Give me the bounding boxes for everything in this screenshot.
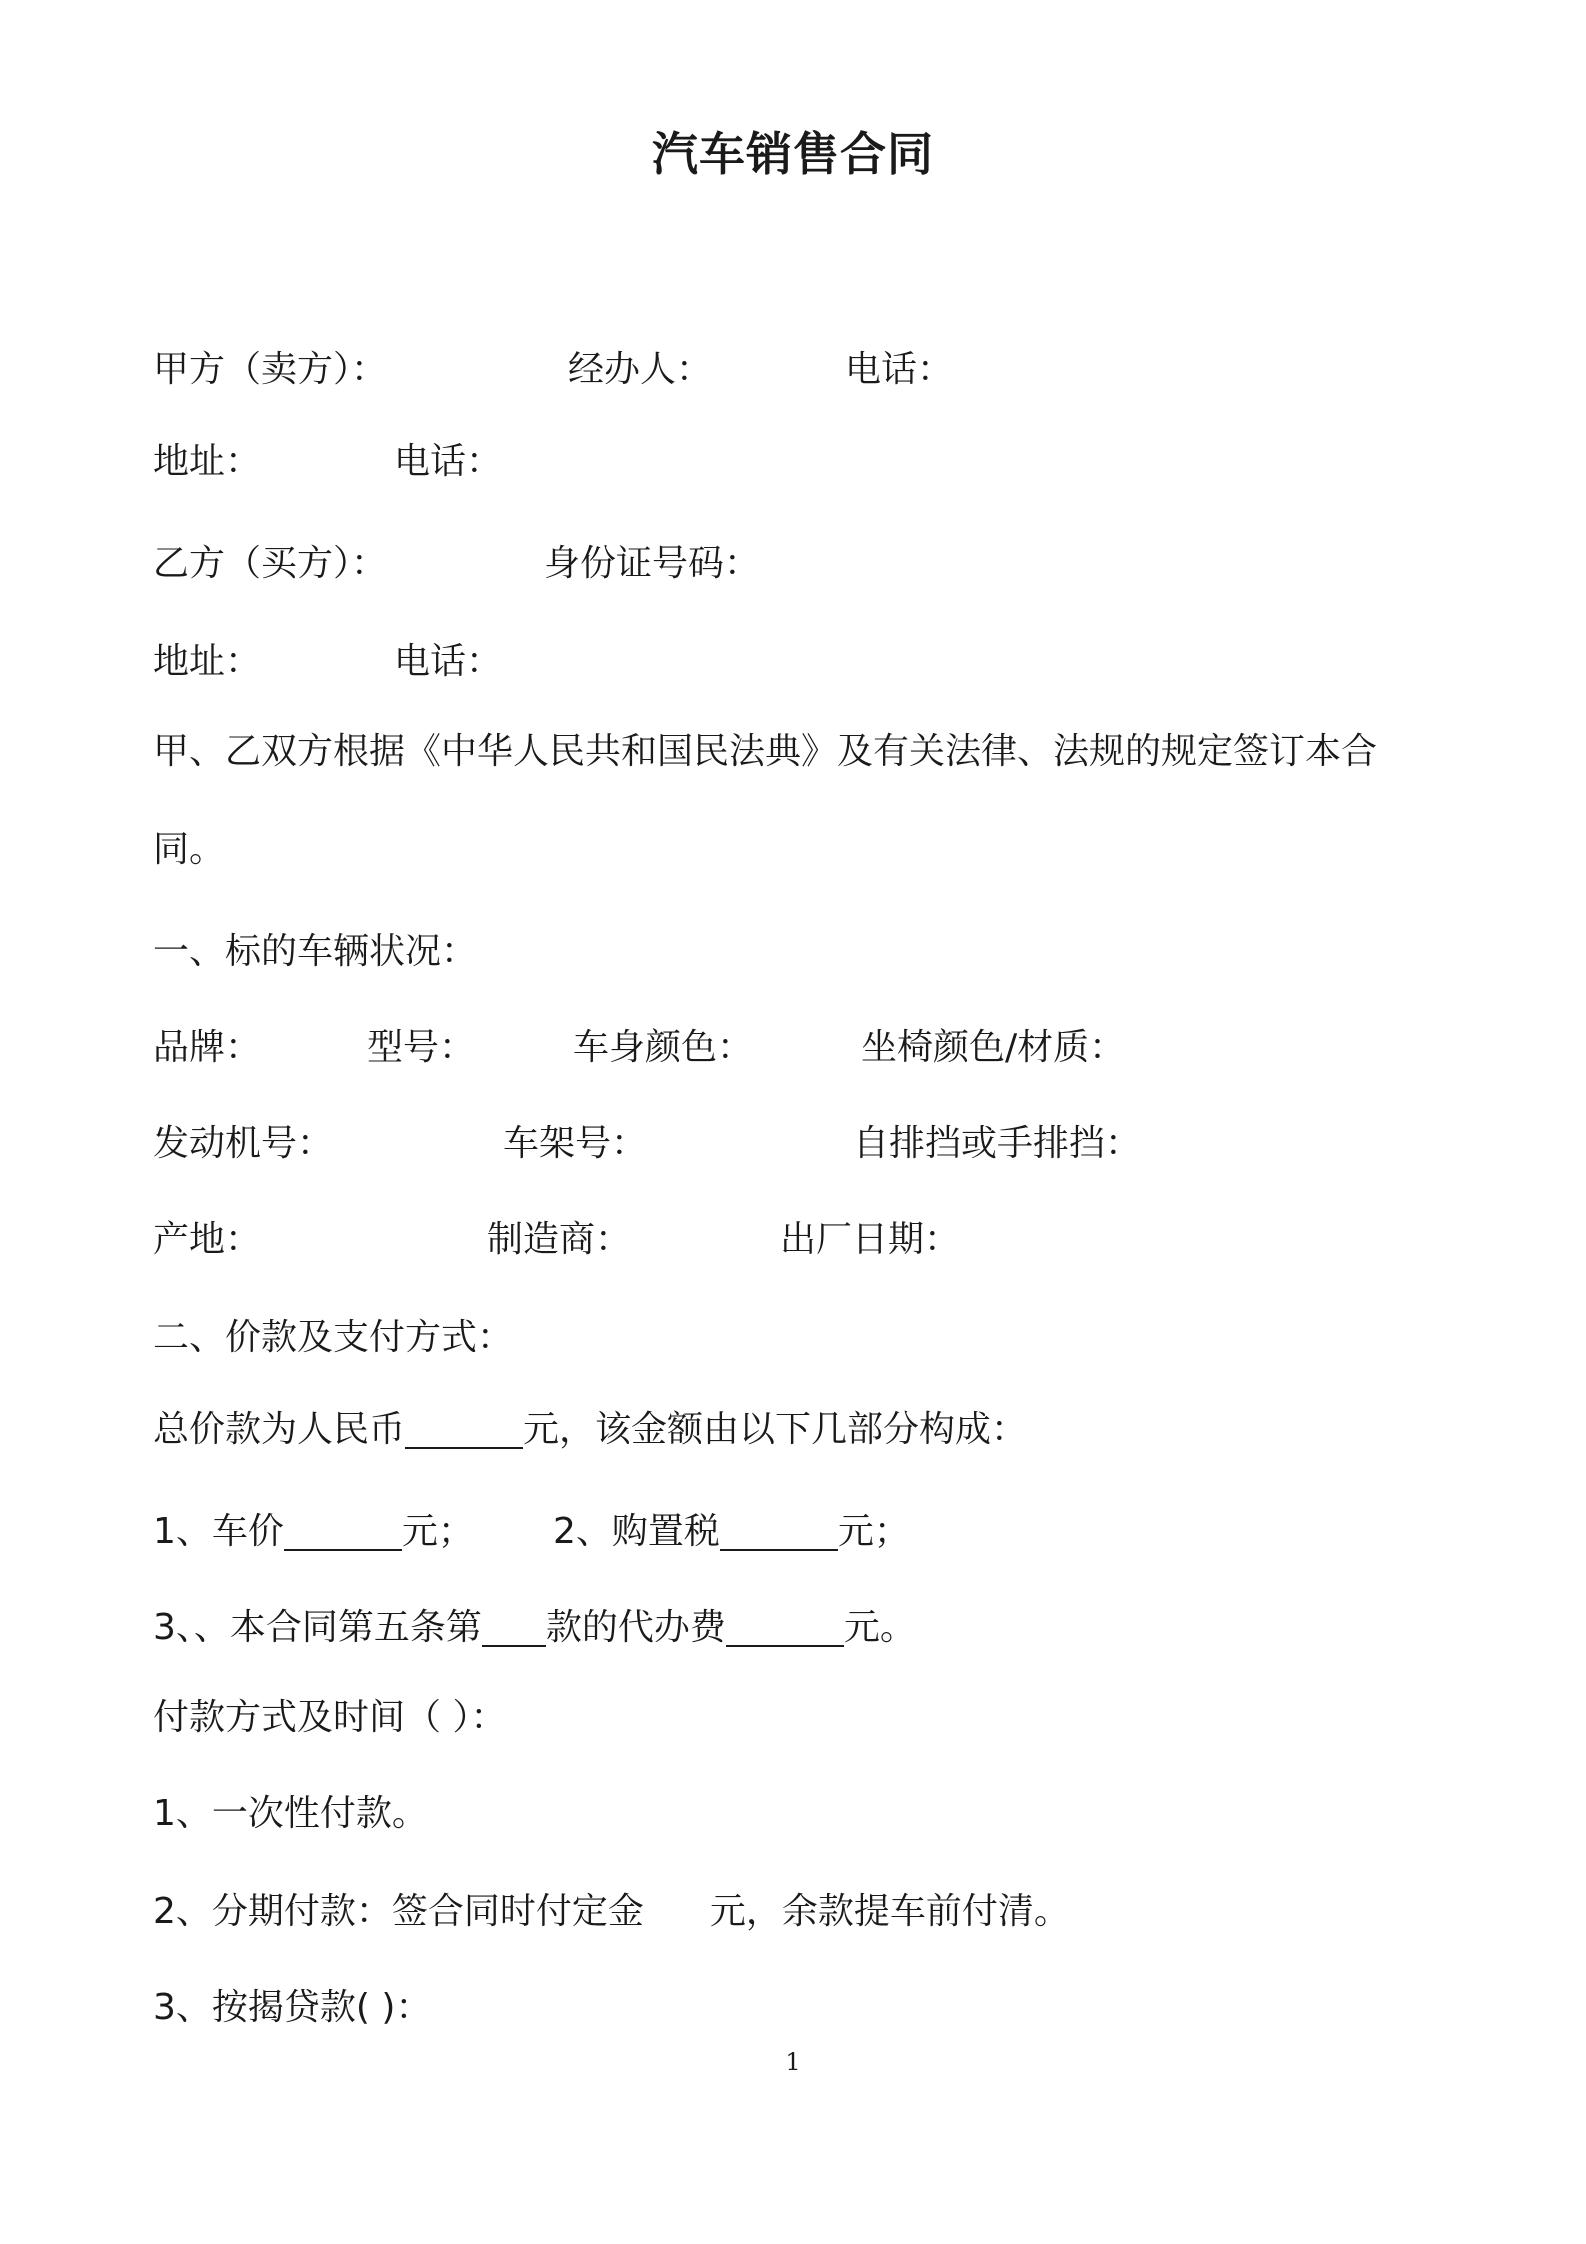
purchase-tax-item [553,1508,910,1556]
purchase-tax-suffix: 元； [837,1511,910,1552]
agency-fee-blank [726,1609,844,1647]
party-b-address-label: 地址： [153,641,262,682]
page-number: 1 [785,2048,801,2076]
body-color-label: 车身颜色： [573,1027,754,1068]
section-2-heading: 二、价款及支付方式： [153,1317,514,1358]
preamble-line-2: 同。 [153,829,226,870]
party-a-address-phone-label: 电话： [394,441,503,482]
seat-color-label: 坐椅颜色/材质： [861,1027,1126,1068]
payment-option-1: 1、一次性付款。 [153,1793,428,1834]
origin-label: 产地： [153,1219,262,1260]
agency-fee-row [153,1604,916,1652]
section-1-heading: 一、标的车辆状况： [153,931,478,972]
agency-fee-suffix: 元。 [843,1607,916,1648]
car-price-item [153,1508,474,1556]
model-label: 型号： [367,1027,476,1068]
party-b-label: 乙方（买方）： [153,543,388,584]
total-price-suffix: 元，该金额由以下几部分构成： [523,1409,1028,1450]
transmission-label: 自排挡或手排挡： [853,1123,1142,1164]
production-date-label: 出厂日期： [780,1219,961,1260]
car-price-suffix: 元； [401,1511,474,1552]
payment-option-3: 3、按揭贷款( )： [153,1987,432,2028]
total-price-blank [405,1411,523,1449]
frame-number-label: 车架号： [503,1123,648,1164]
car-price-prefix: 1、车价 [153,1511,284,1552]
purchase-tax-prefix: 2、购置税 [553,1511,720,1552]
purchase-tax-blank [720,1513,838,1551]
party-b-id-label: 身份证号码： [544,543,761,584]
payment-option-2 [153,1888,1070,1936]
agency-fee-mid: 款的代办费 [545,1607,726,1648]
payment-option-2-suffix: 元，余款提车前付清。 [709,1891,1070,1932]
party-a-label: 甲方（卖方）： [153,349,388,390]
document-title: 汽车销售合同 [652,127,934,181]
party-a-address-label: 地址： [153,441,262,482]
payment-option-2-prefix: 2、分期付款：签合同时付定金 [153,1891,644,1932]
party-b-address-phone-label: 电话： [394,641,503,682]
preamble-line-1: 甲、乙双方根据《中华人民共和国民法典》及有关法律、法规的规定签订本合 [153,731,1378,772]
payment-method-heading: 付款方式及时间（ ）： [153,1697,507,1738]
manufacturer-label: 制造商： [487,1219,632,1260]
engine-number-label: 发动机号： [153,1123,334,1164]
agency-fee-prefix: 3、、本合同第五条第 [153,1607,482,1648]
party-a-agent-label: 经办人： [568,349,713,390]
party-a-phone-label: 电话： [845,349,954,390]
brand-label: 品牌： [153,1027,262,1068]
total-price-prefix: 总价款为人民币 [153,1409,406,1450]
total-price-row [153,1406,1027,1454]
car-price-blank [284,1513,402,1551]
clause-number-blank [482,1609,546,1647]
